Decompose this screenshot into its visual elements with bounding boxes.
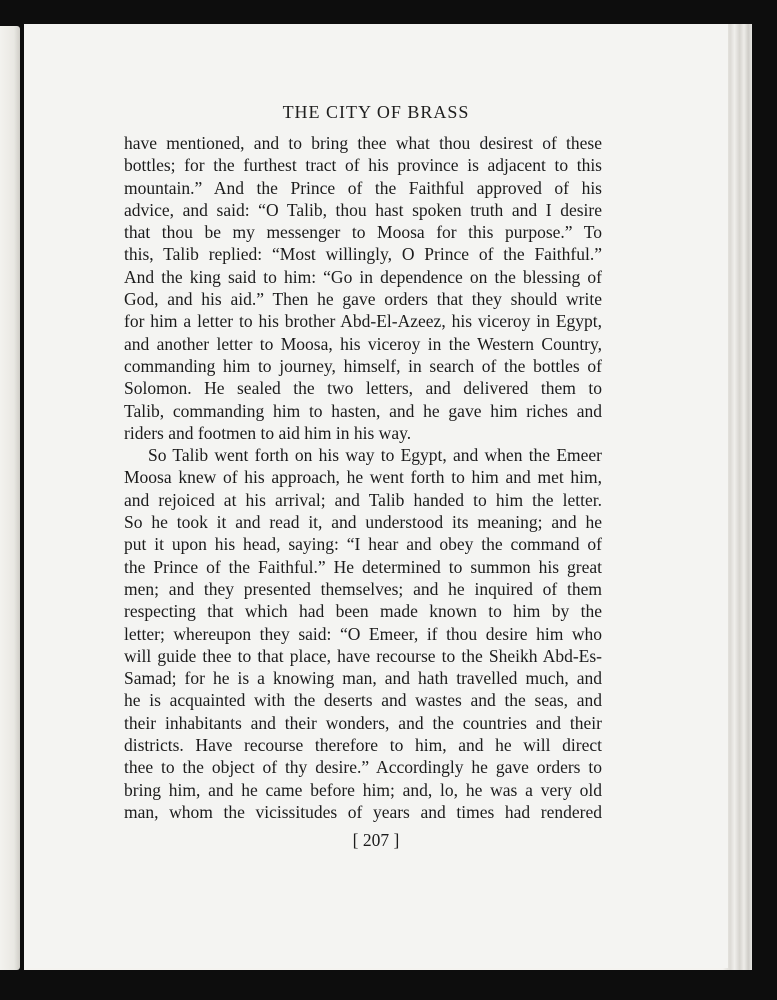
body-text bbox=[124, 132, 602, 823]
text-line: commanding him to journey, himself, in search of the bottles of bbox=[124, 355, 602, 376]
text-line: Solomon. He sealed the two letters, and delivered them to bbox=[124, 378, 602, 399]
text-line: he is acquainted with the deserts and wastes and the seas, and bbox=[124, 690, 602, 711]
text-line: Talib, commanding him to hasten, and he gave him riches and bbox=[124, 400, 602, 421]
text-line: letter; whereupon they said: “O Emeer, if thou desire him who bbox=[124, 623, 602, 644]
text-line: advice, and said: “O Talib, thou hast spoken truth and I desire bbox=[124, 199, 602, 220]
text-line: for him a letter to his brother Abd-El-Azeez, his viceroy in Egypt, bbox=[124, 311, 602, 332]
text-line: districts. Have recourse therefore to him, and he will direct bbox=[124, 735, 602, 756]
paragraph bbox=[124, 132, 602, 444]
text-line: mountain.” And the Prince of the Faithful approved of his bbox=[124, 177, 602, 198]
book-page bbox=[24, 24, 728, 968]
text-line: this, Talib replied: “Most willingly, O Prince of the Faithful.” bbox=[124, 244, 602, 265]
text-line: and rejoiced at his arrival; and Talib handed to him the letter. bbox=[124, 489, 602, 510]
text-line: Moosa knew of his approach, he went forth to him and met him, bbox=[124, 467, 602, 488]
page-number: [ 207 ] bbox=[352, 830, 400, 850]
text-line: man, whom the vicissitudes of years and times had rendered bbox=[124, 801, 602, 822]
text-line: bring him, and he came before him; and, lo, he was a very old bbox=[124, 779, 602, 800]
text-line: their inhabitants and their wonders, and the countries and their bbox=[124, 712, 602, 733]
text-line: So he took it and read it, and understood its meaning; and he bbox=[124, 512, 602, 533]
text-line: men; and they presented themselves; and he inquired of them bbox=[124, 578, 602, 599]
paragraph bbox=[124, 444, 602, 823]
text-line: that thou be my messenger to Moosa for this purpose.” To bbox=[124, 222, 602, 243]
text-line: God, and his aid.” Then he gave orders that they should write bbox=[124, 289, 602, 310]
text-line: And the king said to him: “Go in dependence on the blessing of bbox=[124, 266, 602, 287]
text-line: will guide thee to that place, have recourse to the Sheikh Abd-Es- bbox=[124, 645, 602, 666]
text-line: have mentioned, and to bring thee what thou desirest of these bbox=[124, 133, 602, 153]
text-line: thee to the object of thy desire.” Accordingly he gave orders to bbox=[124, 757, 602, 778]
text-line: bottles; for the furthest tract of his province is adjacent to this bbox=[124, 155, 602, 176]
text-line: So Talib went forth on his way to Egypt, and when the Emeer bbox=[148, 445, 602, 466]
text-line: riders and footmen to aid him in his way. bbox=[124, 422, 412, 443]
text-line: put it upon his head, saying: “I hear and obey the command of bbox=[124, 534, 602, 555]
left-page-edge bbox=[0, 26, 20, 970]
text-line: Samad; for he is a knowing man, and hath travelled much, and bbox=[124, 668, 602, 689]
running-head: THE CITY OF BRASS bbox=[282, 102, 470, 122]
text-line: and another letter to Moosa, his viceroy in the Western Country, bbox=[124, 333, 602, 354]
text-line: respecting that which had been made known to him by the bbox=[124, 601, 602, 622]
text-line: the Prince of the Faithful.” He determined to summon his great bbox=[124, 556, 602, 577]
